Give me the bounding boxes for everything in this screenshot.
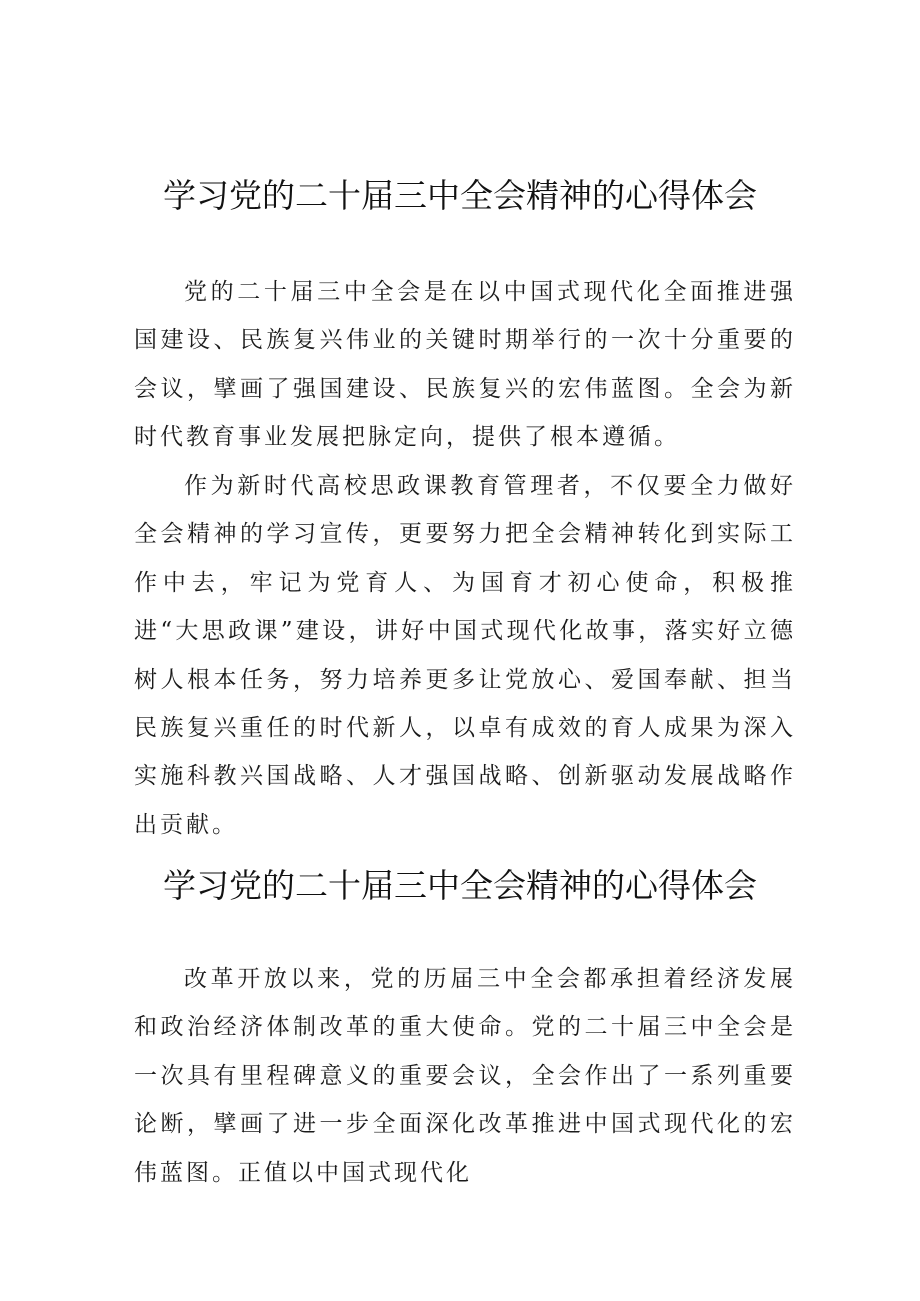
body-paragraph: 作为新时代高校思政课教育管理者，不仅要全力做好全会精神的学习宣传，更要努力把全会精神转化到实际工作中去，牢记为党育人、为国育才初心使命，积极推进“大思政课”建设，讲好中国式现代化故事，落实好立德树人根本任务，努力培养更多让党放心、爱国奉献、担当民族复兴重任的时代新人，以卓有成效的育人成果为深入实施科教兴国战略、人才强国战略、创新驱动发展战略作出贡献。 [134,473,796,838]
body-paragraph: 改革开放以来，党的历届三中全会都承担着经济发展和政治经济体制改革的重大使命。党的二十届三中全会是一次具有里程碑意义的重要会议，全会作出了一系列重要论断，擘画了进一步全面深化改革推进中国式现代化的宏伟蓝图。正值以中国式现代化 [134,966,796,1186]
body-paragraph: 党的二十届三中全会是在以中国式现代化全面推进强国建设、民族复兴伟业的关键时期举行的一次十分重要的会议，擘画了强国建设、民族复兴的宏伟蓝图。全会为新时代教育事业发展把脉定向，提供了根本遵循。 [134,279,796,451]
section-title: 学习党的二十届三中全会精神的心得体会 [163,176,757,215]
section-title: 学习党的二十届三中全会精神的心得体会 [163,866,757,905]
